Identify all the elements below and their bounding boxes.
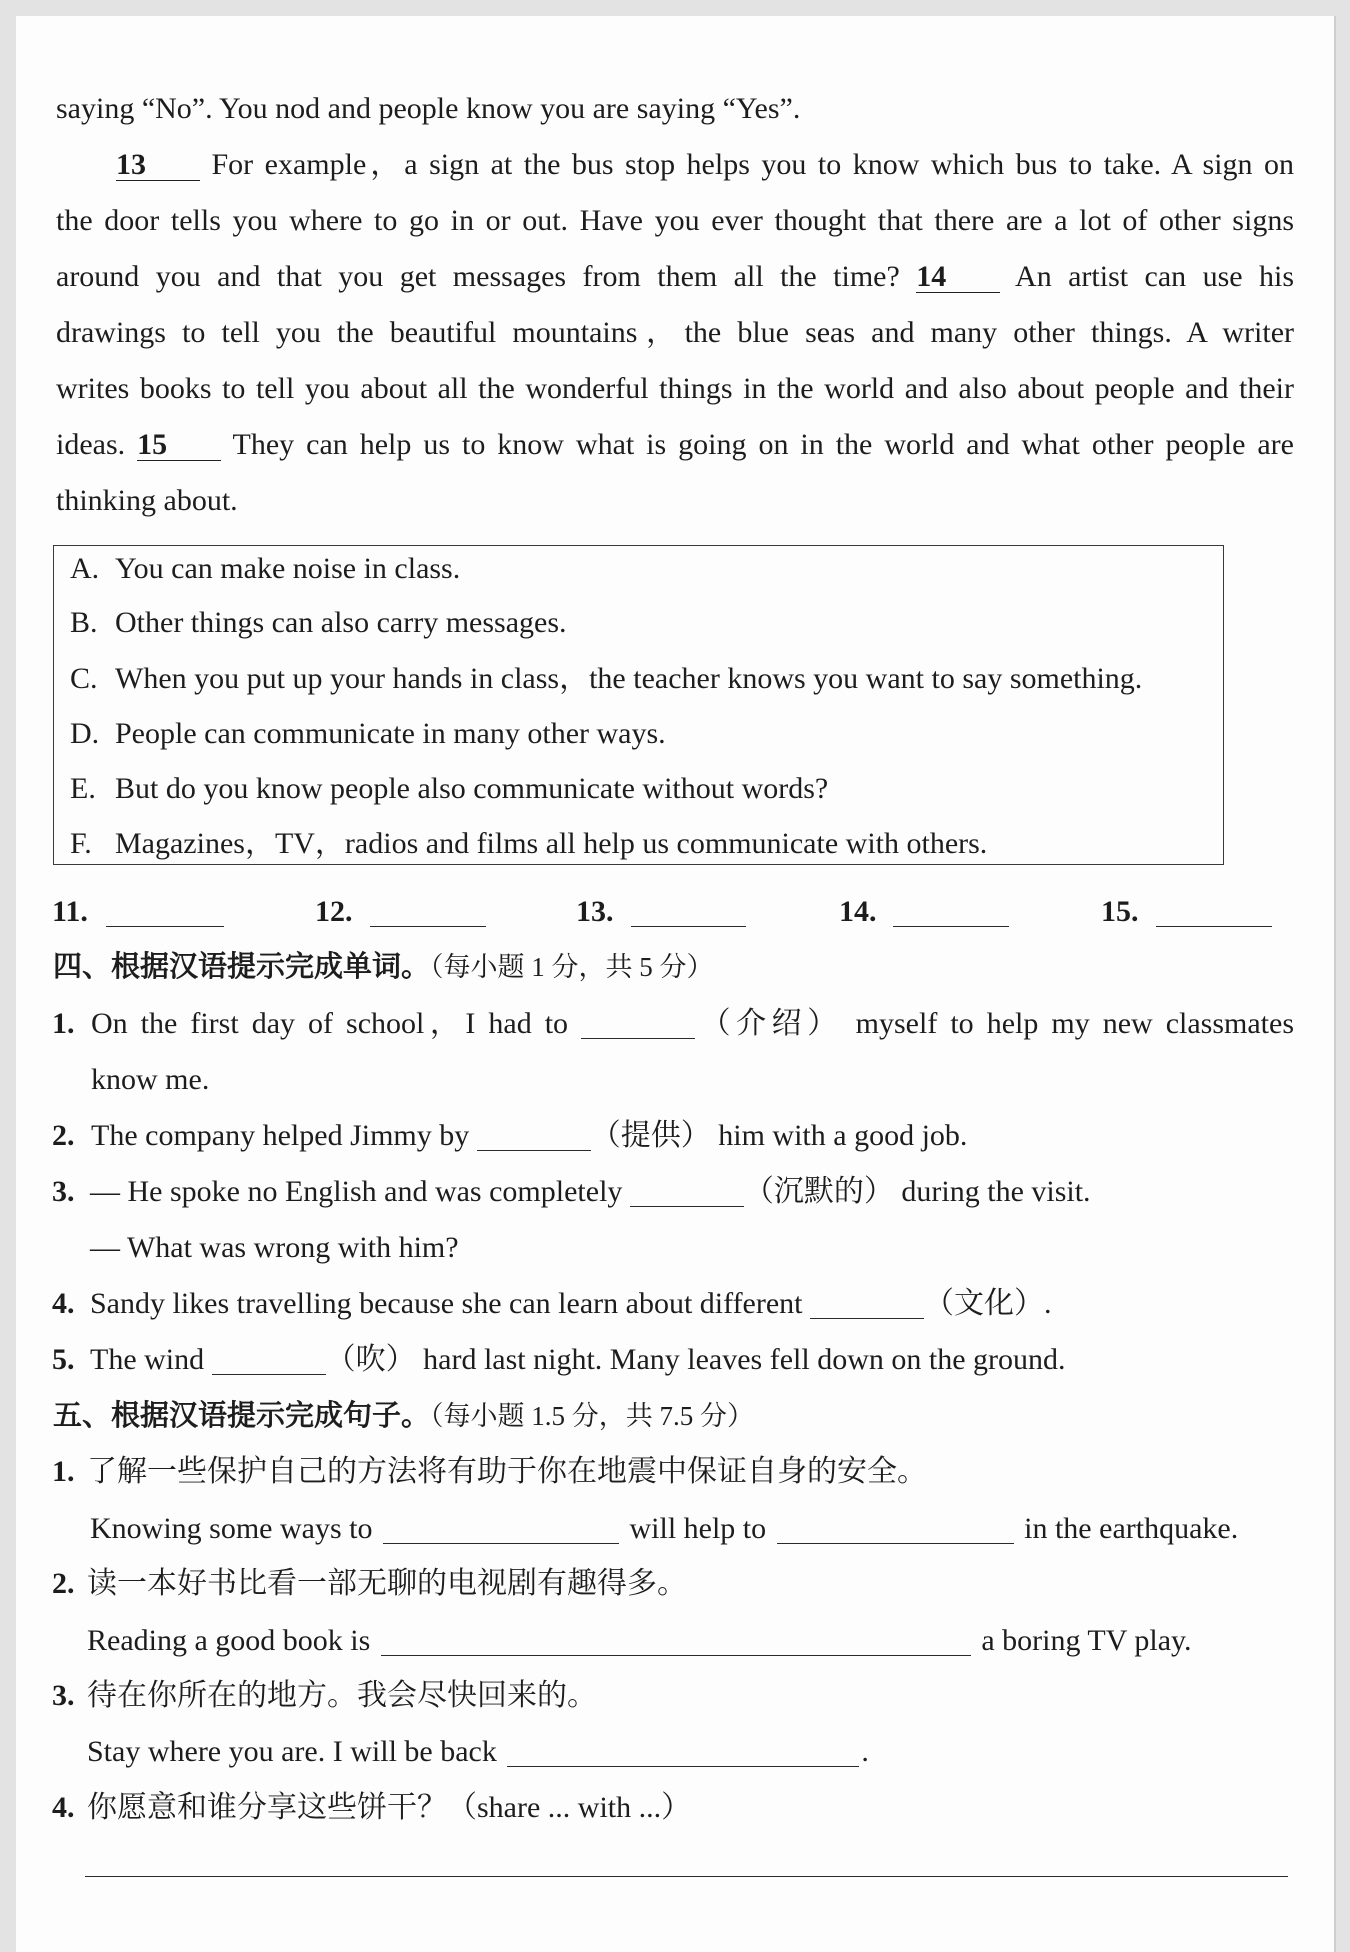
fill-blank (630, 1206, 744, 1207)
passage-line-7-text-after: They can help us to know what is going on in the world and what other people are (232, 428, 1294, 461)
fill-blank (383, 1543, 619, 1544)
answer-label-13: 13. (576, 895, 614, 928)
option-letter: D. (70, 717, 100, 750)
answer-line-14 (893, 926, 1009, 927)
sentence-part: Knowing some ways to (90, 1512, 373, 1545)
option-letter: E. (70, 772, 96, 805)
section-4-item-3 (90, 1172, 1091, 1212)
option-letter: A. (70, 552, 100, 585)
passage-line-3: the door tells you where to go in or out. Have you ever thought that there are a lot of other signs (56, 204, 1294, 237)
sentence-part: Reading a good book is (87, 1624, 371, 1657)
option-text: Magazines，TV，radios and films all help us communicate with others. (115, 827, 988, 860)
passage-line-7-text-before: ideas. (56, 428, 126, 461)
option-text: But do you know people also communicate without words? (115, 772, 829, 805)
fill-blank (477, 1150, 591, 1151)
passage-line-4-text-before: around you and that you get messages from them all the time? (56, 260, 900, 293)
passage-line-4-text-after: An artist can use his (1015, 260, 1295, 293)
sentence-part: will help to (629, 1512, 767, 1545)
sentence-part: . (861, 1735, 869, 1768)
answer-label-11: 11. (52, 895, 88, 928)
answer-line-15 (1156, 926, 1272, 927)
section-4-item-3-continuation: — What was wrong with him? (90, 1231, 459, 1264)
option-f (70, 824, 987, 864)
item-text-after: him with a good job. (718, 1119, 968, 1152)
section-4-item-4 (90, 1284, 1052, 1324)
section-title: 四、根据汉语提示完成单词。 (53, 951, 431, 983)
fill-blank (381, 1655, 971, 1656)
option-text: You can make noise in class. (115, 552, 461, 585)
section-5-item-1-sentence (90, 1509, 1238, 1549)
passage-blank-13: 13 (116, 150, 200, 181)
item-text-after: myself to help my new classmates (855, 1007, 1294, 1040)
section-5-item-3-number: 3. (52, 1679, 75, 1712)
answer-label-14: 14. (839, 895, 877, 928)
item-text-after: . (1044, 1287, 1052, 1320)
answer-label-15: 15. (1101, 895, 1139, 928)
section-5-item-3-chinese: 待在你所在的地方。我会尽快回来的。 (87, 1679, 597, 1712)
fill-blank (581, 1038, 695, 1039)
option-letter: C. (70, 662, 98, 695)
option-text: When you put up your hands in class，the teacher knows you want to say something. (115, 662, 1143, 695)
option-b (70, 603, 567, 643)
item-text-before: On the first day of school，I had to (91, 1007, 569, 1040)
option-d (70, 714, 666, 754)
option-text: People can communicate in many other ways. (115, 717, 666, 750)
passage-line-1: saying “No”. You nod and people know you are saying “Yes”. (56, 92, 801, 125)
answer-line-11 (106, 926, 224, 927)
section-title: 五、根据汉语提示完成句子。 (53, 1400, 431, 1432)
section-scoring: （每小题 1.5 分，共 7.5 分） (430, 1401, 755, 1431)
sentence-part: Stay where you are. I will be back (87, 1735, 497, 1768)
section-4-item-5-number: 5. (52, 1343, 75, 1376)
section-4-item-3-number: 3. (52, 1175, 75, 1208)
section-scoring: （每小题 1 分，共 5 分） (430, 952, 714, 982)
section-5-item-2-chinese: 读一本好书比看一部无聊的电视剧有趣得多。 (87, 1567, 687, 1600)
item-text-before: The wind (90, 1343, 205, 1376)
passage-line-6: writes books to tell you about all the wonderful things in the world and also about people and their (56, 372, 1294, 405)
fill-blank (507, 1766, 859, 1767)
item-text-before: — He spoke no English and was completely (90, 1175, 623, 1208)
section-5-item-2-sentence (87, 1621, 1192, 1661)
chinese-hint: （文化） (924, 1287, 1045, 1320)
option-e (70, 769, 828, 809)
item-text-after: hard last night. Many leaves fell down on the ground. (423, 1343, 1066, 1376)
option-letter: F. (70, 827, 92, 860)
section-5-item-4-chinese (87, 1788, 691, 1828)
fill-blank (777, 1543, 1014, 1544)
item-text-after: during the visit. (901, 1175, 1091, 1208)
fill-blank (212, 1374, 326, 1375)
section-5-heading (53, 1396, 754, 1436)
option-text: Other things can also carry messages. (115, 606, 567, 639)
passage-blank-15: 15 (137, 430, 221, 461)
passage-line-5: drawings to tell you the beautiful mountains，the blue seas and many other things. A writer (56, 316, 1294, 349)
chinese-hint: （介绍） (695, 1007, 843, 1040)
item-text-before: Sandy likes travelling because she can learn about different (90, 1287, 803, 1320)
answer-line-12 (370, 926, 486, 927)
answer-line-13 (631, 926, 746, 927)
passage-line-4 (56, 257, 1294, 297)
sentence-part: in the earthquake. (1024, 1512, 1239, 1545)
passage-line-2-text: For example，a sign at the bus stop helps you to know which bus to take. A sign on (211, 148, 1294, 181)
section-5-item-4-number: 4. (52, 1791, 75, 1824)
section-4-heading (53, 947, 714, 987)
item-text-before: The company helped Jimmy by (91, 1119, 470, 1152)
chinese-hint: （提供） (590, 1119, 711, 1152)
chinese-prompt: 你愿意和谁分享这些饼干？ (87, 1791, 447, 1824)
chinese-hint: （吹） (325, 1343, 416, 1376)
option-letter: B. (70, 606, 98, 639)
option-c (70, 659, 1142, 699)
section-4-item-5 (90, 1340, 1066, 1380)
section-5-item-2-number: 2. (52, 1567, 75, 1600)
section-5-item-1-number: 1. (52, 1455, 75, 1488)
section-5-item-1-chinese: 了解一些保护自己的方法将有助于你在地震中保证自身的安全。 (87, 1455, 927, 1488)
fill-blank (810, 1318, 924, 1319)
sentence-part: a boring TV play. (981, 1624, 1192, 1657)
option-a (70, 549, 460, 589)
section-4-item-1-number: 1. (52, 1007, 75, 1040)
passage-blank-14: 14 (916, 262, 1000, 293)
chinese-hint: （沉默的） (743, 1175, 894, 1208)
answer-label-12: 12. (315, 895, 353, 928)
section-4-item-2-number: 2. (52, 1119, 75, 1152)
section-4-item-2 (91, 1116, 967, 1156)
section-4-item-1 (91, 1004, 1294, 1044)
phrase-hint: （share ... with ...） (447, 1791, 692, 1824)
options-box (53, 545, 1224, 865)
passage-line-7 (56, 425, 1294, 465)
passage-line-8: thinking about. (56, 484, 238, 517)
answer-line-full (85, 1876, 1288, 1877)
section-5-item-3-sentence (87, 1732, 869, 1772)
section-4-item-1-continuation: know me. (91, 1063, 210, 1096)
section-4-item-4-number: 4. (52, 1287, 75, 1320)
passage-line-2 (56, 145, 1294, 185)
